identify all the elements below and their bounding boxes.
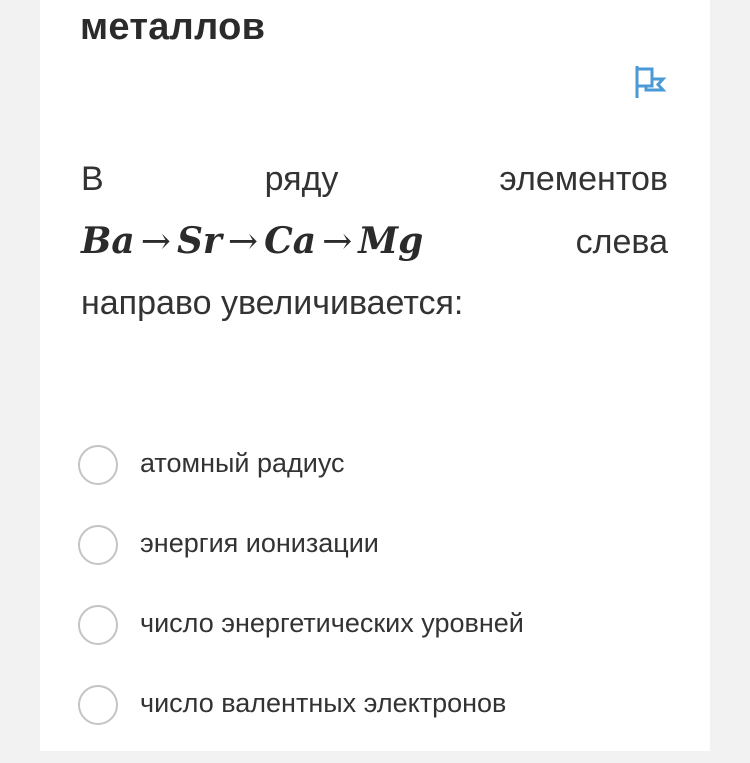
answer-option-label: энергия ионизации bbox=[140, 528, 379, 558]
question-word: В bbox=[81, 160, 104, 198]
element-formula bbox=[81, 210, 423, 273]
question-word: элементов bbox=[499, 160, 668, 198]
answer-options bbox=[78, 443, 698, 763]
element-symbol: Ba bbox=[81, 220, 135, 262]
question-word: слева bbox=[575, 223, 668, 261]
arrow-icon: → bbox=[227, 221, 259, 262]
flag-icon[interactable] bbox=[633, 64, 669, 100]
question-card bbox=[40, 0, 710, 751]
answer-option[interactable] bbox=[78, 603, 698, 683]
element-symbol: Mg bbox=[358, 220, 424, 262]
answer-option-label: число валентных электронов bbox=[140, 688, 507, 718]
arrow-icon: → bbox=[322, 221, 353, 262]
element-symbol: Sr bbox=[176, 220, 222, 262]
question-line-1 bbox=[81, 148, 668, 210]
arrow-icon: → bbox=[140, 221, 171, 262]
radio-button[interactable] bbox=[78, 525, 118, 565]
question-word: направо увеличивается: bbox=[81, 284, 464, 322]
answer-option[interactable] bbox=[78, 523, 698, 603]
radio-button[interactable] bbox=[78, 445, 118, 485]
page-title: металлов bbox=[80, 6, 266, 48]
radio-button[interactable] bbox=[78, 685, 118, 725]
question-line-2 bbox=[81, 210, 668, 272]
element-symbol: Ca bbox=[264, 220, 317, 262]
question-text bbox=[81, 148, 668, 334]
radio-button[interactable] bbox=[78, 605, 118, 645]
answer-option-label: число энергетических уровней bbox=[140, 608, 524, 638]
answer-option[interactable] bbox=[78, 683, 698, 763]
flag-icon-graphic bbox=[633, 64, 669, 100]
answer-option-label: атомный радиус bbox=[140, 448, 345, 478]
answer-option[interactable] bbox=[78, 443, 698, 523]
question-line-3 bbox=[81, 272, 668, 334]
question-word: ряду bbox=[264, 160, 339, 198]
